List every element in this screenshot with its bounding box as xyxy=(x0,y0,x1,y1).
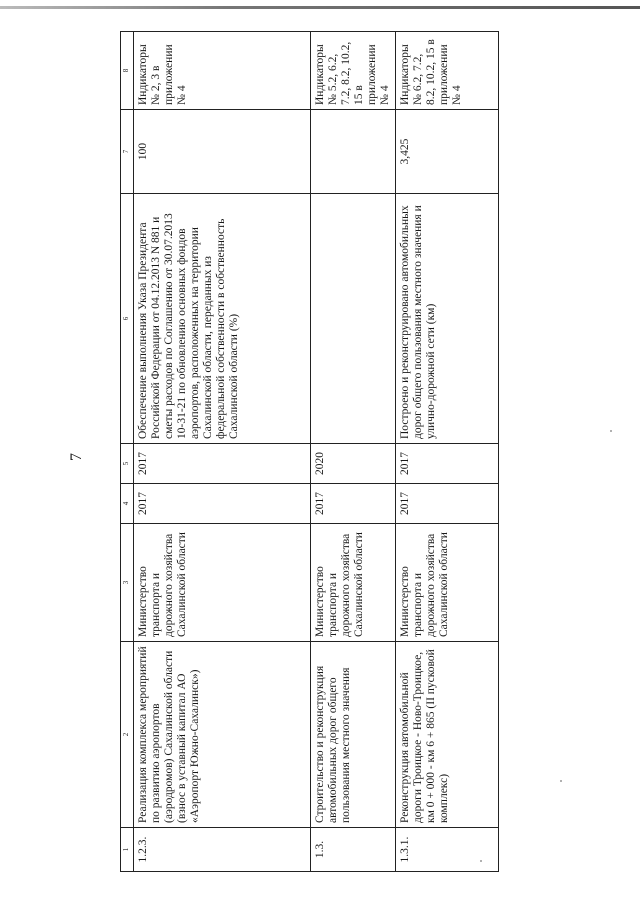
scan-speck xyxy=(560,780,562,782)
responsible-executor: Министерство транспорта и дорожного хозяйства Сахалинской области xyxy=(311,524,396,642)
end-year: 2020 xyxy=(311,444,396,484)
rotated-table-container xyxy=(120,32,630,872)
start-year: 2017 xyxy=(134,484,311,524)
program-measures-table xyxy=(120,31,499,872)
result-value: 3,425 xyxy=(396,110,499,194)
column-number-header-row xyxy=(121,32,134,872)
end-year: 2017 xyxy=(134,444,311,484)
column-number-8: 8 xyxy=(121,32,134,110)
column-number-7: 7 xyxy=(121,110,134,194)
column-number-5: 5 xyxy=(121,444,134,484)
column-number-1: 1 xyxy=(121,828,134,872)
measure-name: Реализация комплекса мероприятий по развитию аэропортов (аэродромов) Сахалинской области (взнос в уставный капитал АО «Аэропорт Южно-Сахалинск») xyxy=(134,642,311,828)
responsible-executor: Министерство транспорта и дорожного хозяйства Сахалинской области xyxy=(134,524,311,642)
column-number-3: 3 xyxy=(121,524,134,642)
page-number: 7 xyxy=(68,453,85,461)
row-number: 1.3. xyxy=(311,828,396,872)
measure-name: Строительство и реконструкция автомобильных дорог общего пользования местного значения xyxy=(311,642,396,828)
scan-speck xyxy=(610,430,612,432)
scan-top-edge-line xyxy=(0,6,640,9)
result-value: 100 xyxy=(134,110,311,194)
end-year: 2017 xyxy=(396,444,499,484)
indicator-reference: Индикаторы № 6.2, 7.2, 8.2, 10.2, 15 в приложении № 4 xyxy=(396,32,499,110)
result-value xyxy=(311,110,396,194)
measure-name: Реконструкция автомобильной дороги Троицкое - Ново-Троицкое, км 0 + 000 - км 6 + 865 (II пусковой комплекс) xyxy=(396,642,499,828)
start-year: 2017 xyxy=(396,484,499,524)
scan-speck xyxy=(480,860,482,862)
table-row xyxy=(134,32,311,872)
responsible-executor: Министерство транспорта и дорожного хозяйства Сахалинской области xyxy=(396,524,499,642)
column-number-2: 2 xyxy=(121,642,134,828)
table-row xyxy=(396,32,499,872)
expected-result xyxy=(311,194,396,444)
indicator-reference: Индикаторы № 2, 3 в приложении № 4 xyxy=(134,32,311,110)
column-number-4: 4 xyxy=(121,484,134,524)
table-row xyxy=(311,32,396,872)
column-number-6: 6 xyxy=(121,194,134,444)
start-year: 2017 xyxy=(311,484,396,524)
row-number: 1.2.3. xyxy=(134,828,311,872)
row-number: 1.3.1. xyxy=(396,828,499,872)
expected-result: Построено и реконструировано автомобильных дорог общего пользования местного значения и улично-дорожной сети (км) xyxy=(396,194,499,444)
expected-result: Обеспечение выполнения Указа Президента Российской Федерации от 04.12.2013 N 881 и сметы расходов по Соглашению от 30.07.2013 10-31-21 по обновлению основных фондов аэропортов, расположенных на территории Сахалинской области, переданных из федеральной собственности в собственность Сахалинской области (%) xyxy=(134,194,311,444)
indicator-reference: Индикаторы № 5.2, 6.2, 7.2, 8.2, 10.2, 15 в приложении № 4 xyxy=(311,32,396,110)
